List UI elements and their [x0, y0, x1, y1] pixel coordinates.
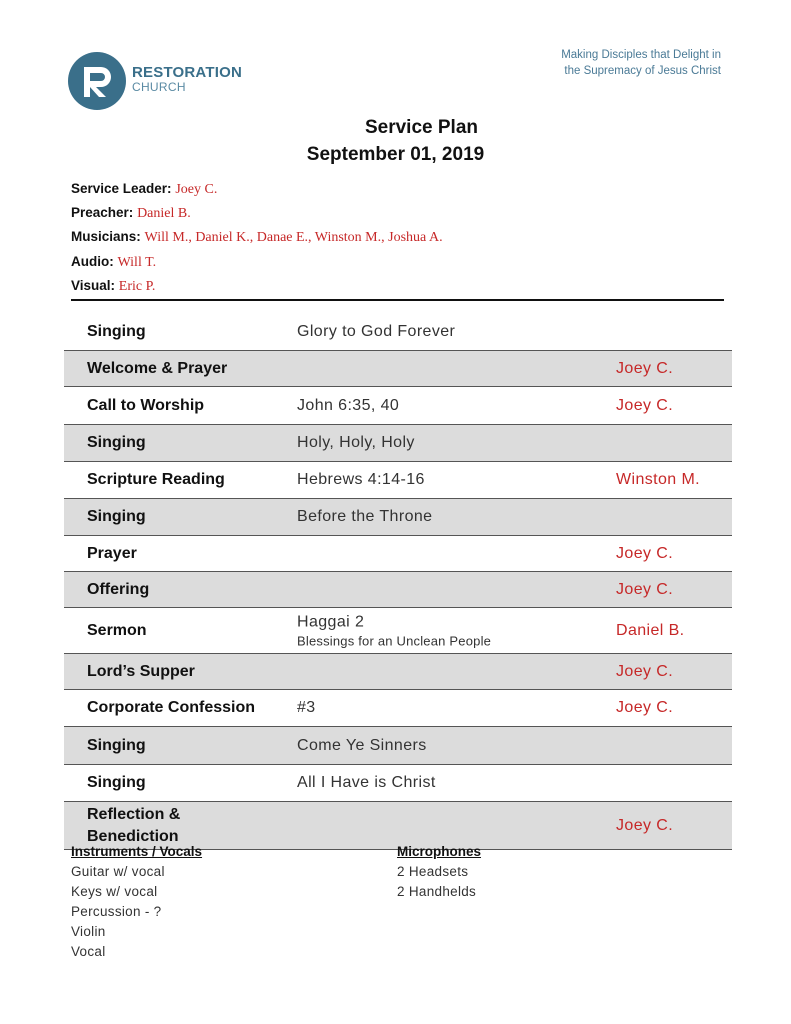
plan-row	[64, 608, 732, 654]
plan-item-line1: Reflection &	[87, 805, 181, 823]
microphones-list	[397, 842, 481, 902]
plan-row	[64, 351, 732, 387]
logo-r-icon	[68, 52, 126, 110]
plan-detail-sub: Blessings for an Unclean People	[297, 633, 492, 648]
plan-detail: #3	[297, 699, 316, 716]
logo-name-line1: RESTORATION	[132, 64, 242, 81]
plan-item: Singing	[87, 736, 146, 754]
microphones-heading: Microphones	[397, 844, 482, 859]
plan-row	[64, 690, 732, 727]
tagline-line2: the Supremacy of Jesus Christ	[564, 65, 721, 77]
role-audio	[71, 254, 443, 278]
plan-leader: Daniel B.	[616, 621, 685, 639]
instrument-item: Keys w/ vocal	[71, 884, 158, 899]
tagline	[561, 47, 721, 79]
role-value: Eric P.	[118, 278, 156, 294]
role-label: Visual:	[71, 277, 116, 293]
plan-row	[64, 425, 732, 462]
role-label: Preacher:	[71, 205, 134, 221]
header-divider	[71, 299, 724, 301]
instrument-item: Guitar w/ vocal	[71, 864, 165, 879]
role-label: Audio:	[71, 253, 114, 269]
role-musicians	[71, 229, 443, 253]
plan-detail: Come Ye Sinners	[297, 736, 427, 754]
plan-leader: Joey C.	[616, 544, 674, 562]
instruments-heading: Instruments / Vocals	[71, 844, 203, 859]
instrument-item: Vocal	[71, 944, 106, 959]
plan-row	[64, 314, 732, 351]
role-preacher	[71, 205, 443, 229]
page-title: Service Plan	[364, 117, 479, 138]
plan-detail: Holy, Holy, Holy	[297, 434, 415, 451]
plan-detail	[297, 613, 491, 648]
instruments-list	[71, 842, 202, 962]
role-value: Daniel B.	[137, 206, 191, 222]
instrument-item: Percussion - ?	[71, 904, 162, 919]
plan-item	[87, 804, 180, 848]
plan-detail: All I Have is Christ	[297, 774, 436, 791]
plan-detail: Hebrews 4:14-16	[297, 471, 425, 488]
plan-item: Sermon	[87, 621, 147, 639]
plan-item: Welcome & Prayer	[87, 359, 228, 377]
plan-leader: Joey C.	[616, 580, 674, 598]
plan-item: Corporate Confession	[87, 699, 256, 716]
microphone-item: 2 Headsets	[397, 864, 469, 879]
role-service-leader	[71, 181, 443, 205]
plan-detail: Glory to God Forever	[297, 323, 456, 340]
plan-item: Call to Worship	[87, 396, 205, 414]
plan-item: Singing	[87, 434, 146, 451]
plan-row	[64, 462, 732, 499]
plan-item: Lord’s Supper	[87, 662, 195, 680]
plan-row	[64, 536, 732, 572]
plan-row	[64, 572, 732, 608]
plan-row	[64, 499, 732, 536]
role-label: Musicians:	[71, 229, 141, 245]
role-label: Service Leader:	[71, 181, 172, 196]
plan-detail-main: Haggai 2	[297, 613, 365, 630]
microphone-item: 2 Handhelds	[397, 884, 477, 899]
plan-row	[64, 654, 732, 690]
plan-leader: Joey C.	[616, 699, 674, 716]
church-logo	[68, 52, 248, 114]
plan-leader: Joey C.	[616, 359, 674, 377]
service-plan-table	[64, 314, 732, 850]
plan-leader: Joey C.	[616, 662, 674, 680]
tagline-line1: Making Disciples that Delight in	[561, 49, 721, 61]
service-date: September 01, 2019	[306, 144, 485, 165]
role-value: Will M., Daniel K., Danae E., Winston M., Joshua A.	[144, 230, 443, 246]
plan-item-line2: Benediction	[87, 827, 179, 845]
plan-leader: Winston M.	[616, 471, 701, 488]
plan-item: Singing	[87, 508, 146, 525]
plan-item: Prayer	[87, 544, 137, 562]
plan-row	[64, 765, 732, 802]
plan-leader: Joey C.	[616, 816, 674, 834]
logo-name-line2: CHURCH	[132, 80, 186, 94]
plan-row	[64, 387, 732, 425]
plan-detail: John 6:35, 40	[297, 396, 400, 414]
plan-leader: Joey C.	[616, 396, 674, 414]
instrument-item: Violin	[71, 924, 106, 939]
plan-item: Scripture Reading	[87, 471, 225, 488]
plan-row	[64, 727, 732, 765]
plan-item: Singing	[87, 774, 146, 791]
plan-item: Offering	[87, 580, 150, 598]
role-value: Joey C.	[175, 182, 218, 197]
role-list	[71, 181, 443, 302]
plan-item: Singing	[87, 323, 146, 340]
role-value: Will T.	[117, 254, 157, 270]
plan-detail: Before the Throne	[297, 508, 433, 525]
